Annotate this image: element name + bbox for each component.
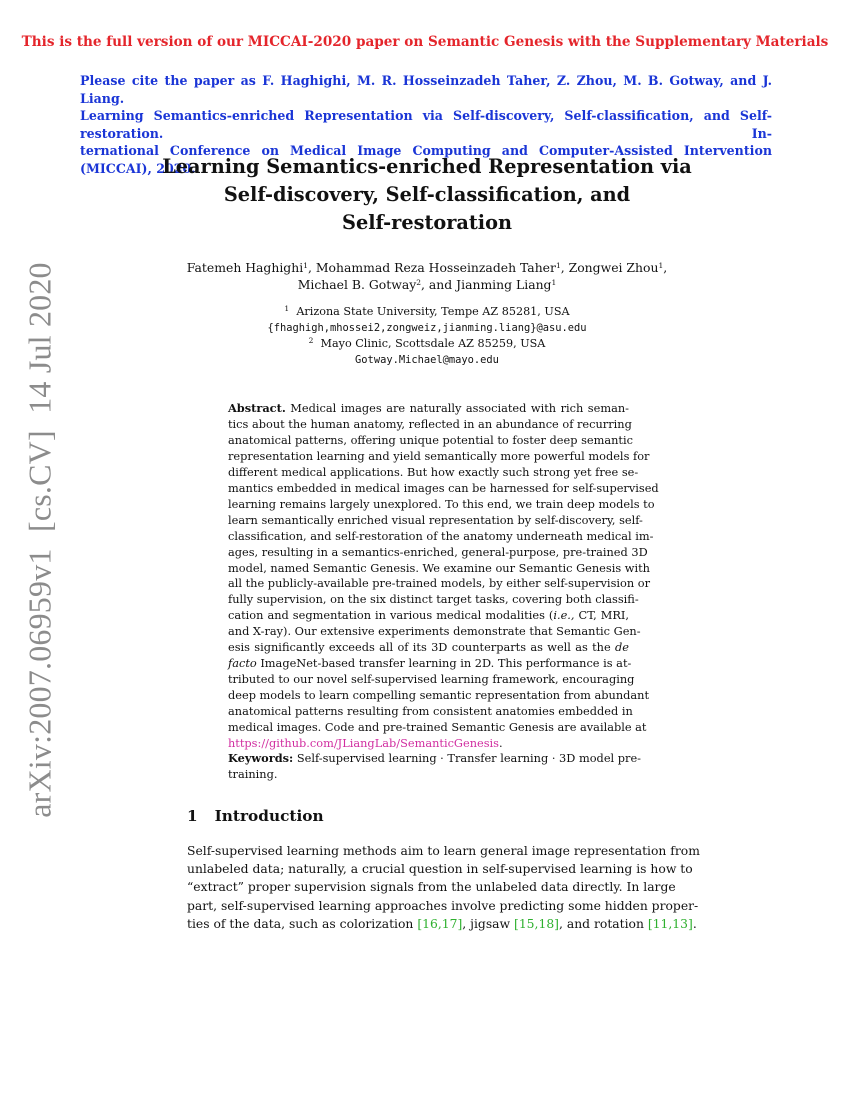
author-list: Fatemeh Haghighi$^1$, Mohammad Reza Hosseinzadeh Taher$^1$, Zongwei Zhou$^1$, Michael B. Gotway$^2$, and Jianming Liang$^1$	[186, 260, 668, 292]
author-name: Fatemeh Haghighi	[186, 260, 304, 275]
abstract-line: tributed to our novel self-supervised learning framework, encouraging	[228, 672, 635, 687]
abstract-label: Abstract.	[228, 401, 286, 415]
affil-mark: 1	[284, 304, 290, 313]
title-line: Self-discovery, Self-classification, and	[223, 183, 631, 206]
abstract-line: representation learning and yield semantically more powerful models for	[228, 448, 650, 463]
affiliations	[150, 304, 704, 368]
intro-line: “extract” proper supervision signals from the unlabeled data directly. In large	[187, 880, 676, 895]
intro-text: ties of the data, such as colorization	[187, 916, 418, 931]
abstract-facto: facto	[228, 656, 257, 671]
affil-mark: 1	[303, 261, 308, 270]
abstract-line: Medical images are naturally associated with rich seman-	[290, 401, 629, 415]
abstract-line: learning remains largely unexplored. To this end, we train deep models to	[228, 496, 655, 511]
author-name: Zongwei Zhou	[568, 260, 659, 275]
affil-mark: 2	[416, 278, 422, 287]
affil-mark: 1	[658, 261, 664, 270]
mayo-email: Gotway.Michael@mayo.edu	[355, 354, 499, 366]
affil-mark: 1	[551, 278, 557, 287]
abstract-ie: i.e.,	[553, 608, 575, 623]
citation-link[interactable]: [16,17]	[417, 916, 463, 931]
abstract-line: model, named Semantic Genesis. We examine our Semantic Genesis with	[228, 560, 650, 575]
keywords-label: Keywords:	[228, 751, 294, 765]
abstract-line: ages, resulting in a semantics-enriched, general-purpose, pre-trained 3D	[228, 544, 648, 559]
abstract-line: learn semantically enriched visual representation by self-discovery, self-	[228, 512, 643, 527]
affiliation-asu: Arizona State University, Tempe AZ 85281, USA	[296, 305, 570, 318]
affil-mark: 1	[555, 261, 561, 270]
full-version-notice: This is the full version of our MICCAI-2020 paper on Semantic Genesis with the Supplementary Materials	[21, 34, 829, 50]
intro-line: Self-supervised learning methods aim to learn general image representation from	[187, 844, 700, 858]
abstract	[228, 401, 659, 752]
github-link[interactable]: https://github.com/JLiangLab/SemanticGenesis	[228, 736, 499, 751]
abstract-line: cation and segmentation in various medical modalities (	[228, 608, 554, 623]
intro-line: part, self-supervised learning approaches involve predicting some hidden proper-	[187, 898, 699, 913]
author-separator: , and	[421, 277, 457, 292]
abstract-line-tail: CT, MRI,	[574, 608, 629, 623]
author-name: Mohammad Reza Hosseinzadeh Taher	[315, 260, 556, 275]
abstract-line: all the publicly-available pre-trained models, by either self-supervision or	[228, 576, 651, 591]
title-line: Learning Semantics-enriched Representation via	[162, 155, 692, 178]
intro-text: .	[692, 916, 697, 931]
citation-line: ternational Conference on Medical Image Computing and Computer-Assisted Intervention (MICCAI), 2020.	[80, 143, 772, 176]
abstract-line: ImageNet-based transfer learning in 2D. This performance is at-	[260, 656, 632, 671]
abstract-line: and X-ray). Our extensive experiments demonstrate that Semantic Gen-	[228, 624, 641, 639]
author-separator: ,	[560, 260, 569, 275]
abstract-line: anatomical patterns resulting from consistent anatomies embedded in	[228, 704, 633, 719]
citation-line: Learning Semantics-enriched Representation via Self-discovery, Self-classification, and Self-restoration. In-	[80, 108, 772, 141]
citation-link[interactable]: [15,18]	[514, 916, 559, 931]
abstract-line: classification, and self-restoration of the anatomy underneath medical im-	[228, 528, 654, 543]
abstract-line: mantics embedded in medical images can be harnessed for self-supervised	[228, 480, 659, 495]
citation-link[interactable]: [11,13]	[647, 916, 693, 931]
section-number: 1	[187, 807, 198, 825]
link-period: .	[499, 736, 503, 751]
abstract-line: medical images. Code and pre-trained Semantic Genesis are available at	[228, 720, 647, 735]
asu-email: {fhaghigh,mhossei2,zongweiz,jianming.liang}@asu.edu	[267, 322, 587, 334]
intro-line: unlabeled data; naturally, a crucial question in self-supervised learning is how to	[187, 862, 693, 877]
abstract-line: different medical applications. But how exactly such strong yet free se-	[228, 464, 639, 479]
citation-line: Please cite the paper as F. Haghighi, M. R. Hosseinzadeh Taher, Z. Zhou, M. B. Gotway, and J. Liang.	[80, 73, 772, 106]
author-separator: ,	[307, 260, 316, 275]
title-line: Self-restoration	[342, 211, 512, 234]
abstract-line: esis significantly exceeds all of its 3D counterparts as well as the	[228, 640, 611, 655]
abstract-line: deep models to learn compelling semantic representation from abundant	[228, 688, 650, 703]
abstract-line: anatomical patterns, offering unique potential to foster deep semantic	[228, 432, 633, 447]
author-name: Jianming Liang	[456, 277, 552, 292]
section-heading-introduction	[187, 807, 324, 825]
intro-text: , and rotation	[559, 916, 648, 931]
intro-text: , jigsaw	[462, 916, 515, 931]
affiliation-mayo: Mayo Clinic, Scottsdale AZ 85259, USA	[320, 337, 546, 350]
author-name: Michael B. Gotway	[297, 277, 417, 292]
abstract-line: tics about the human anatomy, reflected in an abundance of recurring	[228, 416, 632, 431]
keywords-line: training.	[228, 766, 278, 781]
affil-mark: 2	[308, 336, 314, 345]
introduction-paragraph	[187, 842, 700, 933]
arxiv-stamp: arXiv:2007.06959v1 [cs.CV] 14 Jul 2020	[21, 262, 58, 818]
keywords-line: Self-supervised learning · Transfer learning · 3D model pre-	[296, 751, 642, 765]
section-title: Introduction	[214, 807, 324, 825]
paper-title	[150, 153, 704, 237]
keywords	[228, 751, 642, 783]
abstract-de: de	[615, 640, 629, 655]
abstract-line: fully supervision, on the six distinct target tasks, covering both classifi-	[228, 592, 639, 607]
